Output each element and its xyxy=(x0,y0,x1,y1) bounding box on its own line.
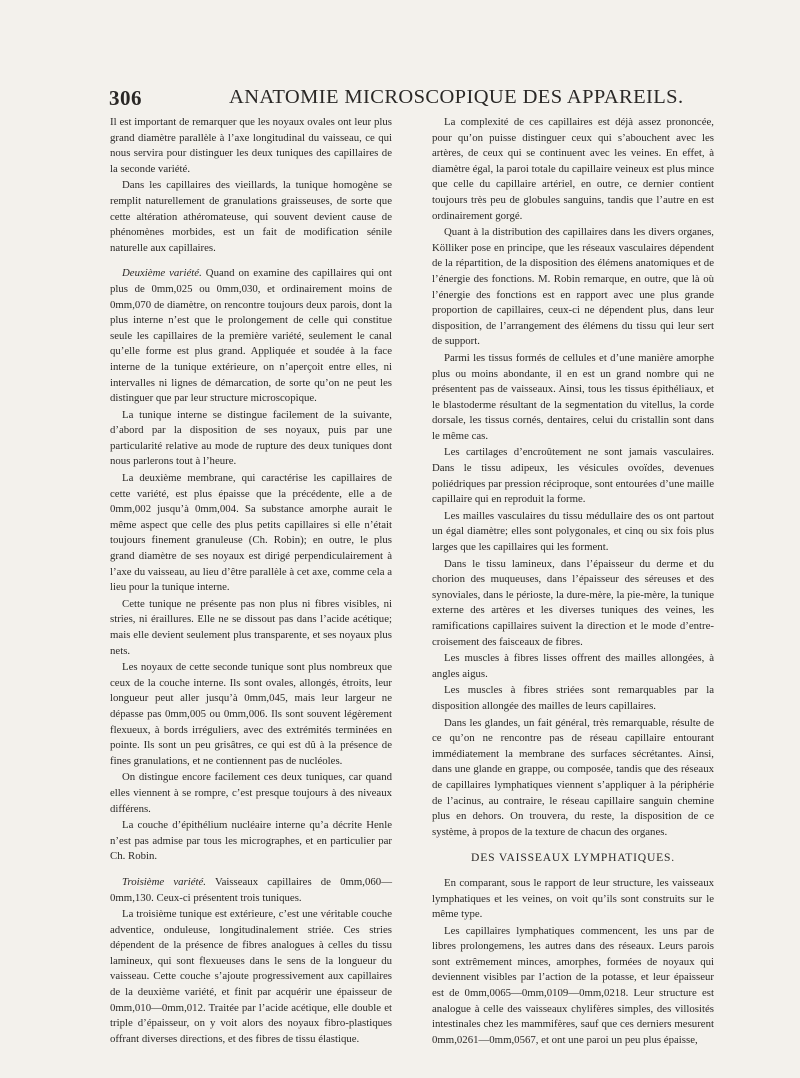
paragraph: Les capillaires lymphatiques commencent, les uns par de libres prolongemens, les autres dans des réseaux. Leurs parois sont extrêmement minces, amorphes, formées de noyaux qui deviennent visibles par l’action de la potasse, et leur épaisseur est de 0mm,0065—0mm,0109—0mm,0218. Leur structure est analogue à celle des vaisseaux chylifères simples, des villosités intestinales chez les mammifères, sauf que ces derniers mesurent 0mm,0261—0mm,0567, et ont une paroi un peu plus épaisse, xyxy=(432,924,714,1046)
paragraph: Il est important de remarquer que les noyaux ovales ont leur plus grand diamètre parallèle à l’axe longitudinal du vaisseau, ce qui nous servira pour distinguer les deux tuniques des capillaires de la seconde variété. xyxy=(110,116,392,175)
variety-heading: Troisième variété. xyxy=(122,875,207,888)
paragraph: Dans le tissu lamineux, dans l’épaisseur du derme et du chorion des muqueuses, dans l’épaisseur des séreuses et des synoviales, dans le périoste, la dure-mère, la pie-mère, la tunique externe des artères et les diverses tuniques des veines, les ramifications capillaires suivent la direction et le mode d’entre-croisement des faisceaux de fibres. xyxy=(432,557,714,648)
paragraph: La complexité de ces capillaires est déjà assez prononcée, pour qu’on puisse distinguer ceux qui s’abouchent avec les artères, de ceux qui se continuent avec les veines. En effet, à diamètre égal, la paroi totale du capillaire veineux est plus mince que celle du capillaire artériel, en outre, ce dernier contient toujours très peu de globules sanguins, tandis que l’autre en est ordinairement gorgé. xyxy=(432,116,714,222)
page-number: 306 xyxy=(109,86,142,110)
paragraph: Dans les glandes, un fait général, très remarquable, résulte de ce qu’on ne rencontre pas de réseau capillaire entourant immédiatement la membrane des surfaces sécrétantes. Ainsi, dans une glande en grappe, ou composée, tandis que des réseaux de capillaires lymphatiques viennent s’appliquer à la périphérie de l’acinus, au contraire, le réseau capillaire sanguin chemine plus en dehors. On trouvera, du reste, la disposition de ce système, à propos de la texture de chacun des organes. xyxy=(432,716,714,838)
paragraph: La couche d’épithélium nucléaire interne qu’a décrite Henle n’est pas admise par tous les micrographes, et en particulier par Ch. Robin. xyxy=(110,819,392,863)
paragraph: Cette tunique ne présente pas non plus ni fibres visibles, ni stries, ni éraillures. Elle ne se dissout pas dans l’acide acétique; mais elle devient seulement plus transparente, et ses noyaux plus nets. xyxy=(110,597,392,657)
running-title: ANATOMIE MICROSCOPIQUE DES APPAREILS. xyxy=(229,86,684,108)
section-heading: DES VAISSEAUX LYMPHATIQUES. xyxy=(471,851,675,865)
paragraph: Les muscles à fibres striées sont remarquables par la disposition allongée des mailles de leurs capillaires. xyxy=(432,684,714,712)
paragraph: On distingue encore facilement ces deux tuniques, car quand elles viennent à se rompre, c’est presque toujours à des niveaux différens. xyxy=(110,771,392,815)
variety-heading: Deuxième variété. xyxy=(122,267,202,280)
paragraph: La deuxième membrane, qui caractérise les capillaires de cette variété, est plus épaisse que la précédente, elle a de 0mm,002 jusqu’à 0mm,004. Sa substance amorphe aurait le même aspect que celle des plus petits capillaires si elle n’était toujours finement granuleuse (Ch. Robin); en outre, le plus grand diamètre de ses noyaux est dirigé perpendiculairement à l’axe du vaisseau, au lieu d’être parallèle à cet axe, comme cela a lieu pour la tunique interne. xyxy=(110,472,392,594)
paragraph: Les noyaux de cette seconde tunique sont plus nombreux que ceux de la couche interne. Ils sont ovales, allongés, étroits, leur longueur peut aller jusqu’à 0mm,045, mais leur largeur ne dépasse pas 0mm,005 ou 0mm,006. Ils sont souvent légèrement flexueux, à bords irréguliers, avec des extrémités terminées en pointe. Ils sont un peu grisâtres, ce qui est dû à la présence de fines granulations, et ne contiennent pas de nucléoles. xyxy=(110,661,392,767)
paragraph: Les mailles vasculaires du tissu médullaire des os ont partout un égal diamètre; elles sont polygonales, et cinq ou six fois plus larges que les capillaires qui les forment. xyxy=(432,509,714,554)
right-column xyxy=(432,115,714,1049)
paragraph: Troisième variété. Vaisseaux capillaires de 0mm,060—0mm,130. Ceux-ci présentent trois tuniques. xyxy=(110,875,392,904)
paragraph: La troisième tunique est extérieure, c’est une véritable couche adventice, onduleuse, longitudinalement striée. Ces stries dépendent de la présence de fibres analogues à celles du tissu lamineux, qui sont flexueuses dans le sens de la longueur du vaisseau. Cette couche s’ajoute progressivement aux capillaires de la deuxième variété, et finit par acquérir une épaisseur de 0mm,010—0mm,012. Traitée par l’acide acétique, elle double et triple d’épaisseur, on y voit alors des noyaux fibro-plastiques offrant diverses directions, et des fibres de tissu élastique. xyxy=(110,908,392,1045)
paragraph: En comparant, sous le rapport de leur structure, les vaisseaux lymphatiques et les veines, on voit qu’ils sont construits sur le même type. xyxy=(432,876,714,921)
paragraph: Deuxième variété. Quand on examine des capillaires qui ont plus de 0mm,025 ou 0mm,030, et ordinairement moins de 0mm,070 de diamètre, on rencontre toujours deux parois, dont la plus interne n’est que le prolongement de celle qui constitue seule les capillaires de la première variété, seulement le canal qu’elle forme est plus grand. Appliquée et soudée à la face interne de la tunique extérieure, on n’aperçoit entre elles, ni intervalles ni lignes de démarcation, de sorte qu’on ne peut les distinguer que par leur structure microscopique. xyxy=(110,267,392,405)
left-column xyxy=(110,115,392,1048)
paragraph: Les cartilages d’encroûtement ne sont jamais vasculaires. Dans le tissu adipeux, les vésicules ovoïdes, devenues poliédriques par pression réciproque, sont entourées d’une maille capillaire qui en reproduit la forme. xyxy=(432,446,714,506)
paragraph: Quant à la distribution des capillaires dans les divers organes, Kölliker pose en principe, que les réseaux vasculaires dépendent de la répartition, de la disposition des élémens anatomiques et de l’énergie des fonctions. M. Robin remarque, en outre, que là où l’énergie des fonctions est en rapport avec une plus grande proportion de capillaires, ceux-ci ne dépendent plus, dans leur disposition, de l’arrangement des élémens du tissu qui leur sert de support. xyxy=(432,226,714,348)
paragraph: Les muscles à fibres lisses offrent des mailles allongées, à angles aigus. xyxy=(432,652,714,680)
page-header xyxy=(109,86,709,112)
paragraph: Parmi les tissus formés de cellules et d’une manière amorphe plus ou moins abondante, il en est un grand nombre qui ne présentent pas de vaisseaux. Ainsi, tous les tissus épithéliaux, et le blastoderme résultant de la segmentation du vitellus, la corde dorsale, les tissus cornés, dentaires, celui du cristallin sont dans le même cas. xyxy=(432,351,714,442)
paragraph: La tunique interne se distingue facilement de la suivante, d’abord par la disposition de ses noyaux, puis par une particularité relative au mode de rupture des deux tuniques dont nous parlerons tout à l’heure. xyxy=(110,408,392,468)
paragraph: Dans les capillaires des vieillards, la tunique homogène se remplit naturellement de granulations graisseuses, de sorte que cette altération athéromateuse, qui souvent devient cause de phénomènes morbides, est un fait de modification sénile naturelle aux capillaires. xyxy=(110,179,392,254)
